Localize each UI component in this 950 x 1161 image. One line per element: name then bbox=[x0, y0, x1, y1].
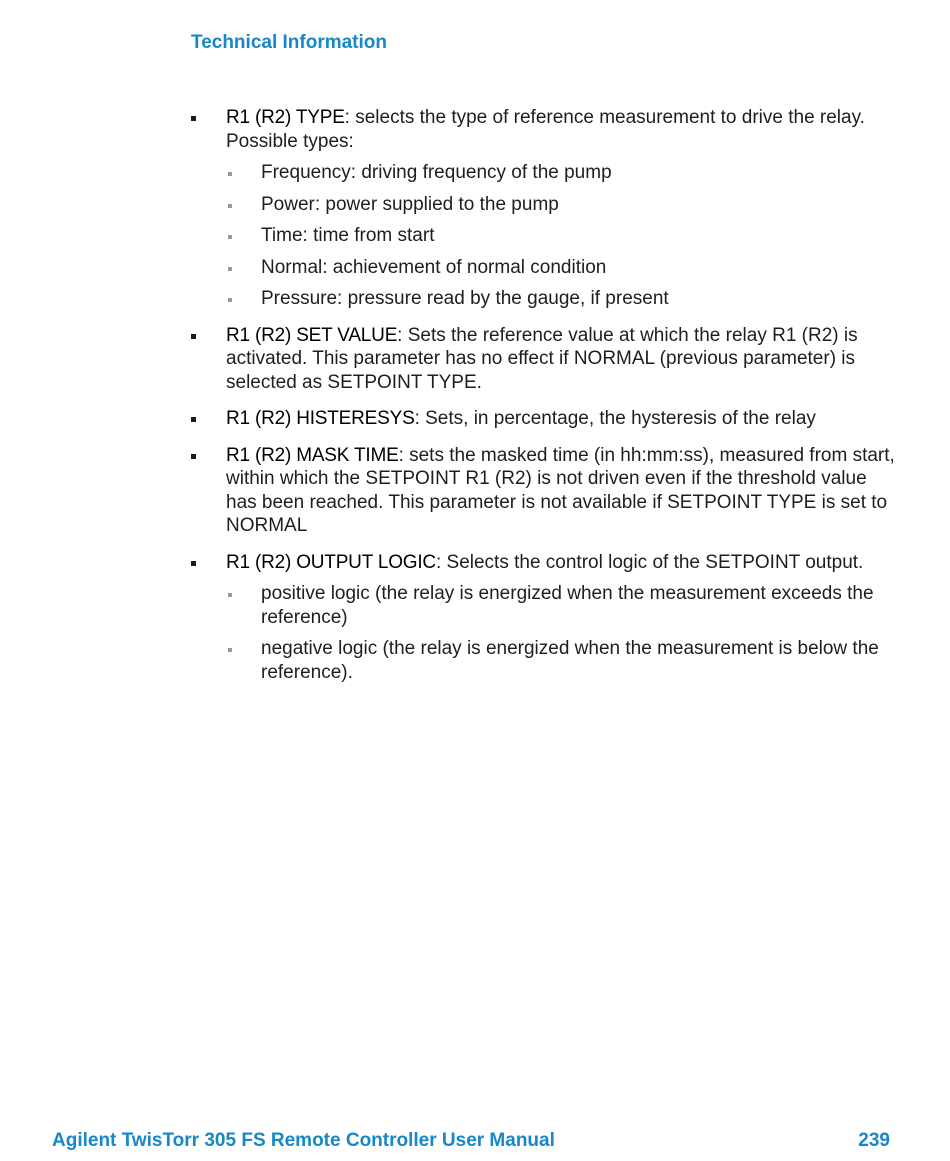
section-title: Technical Information bbox=[191, 32, 388, 53]
sub-list-item bbox=[226, 224, 902, 248]
sub-list-item bbox=[226, 637, 902, 684]
sub-list-item bbox=[226, 161, 902, 185]
item-term: R1 (R2) MASK TIME bbox=[226, 444, 399, 466]
list-item-set-value bbox=[190, 324, 902, 395]
page-number: 239 bbox=[858, 1130, 890, 1151]
sub-list bbox=[226, 161, 902, 311]
sub-item-text: positive logic (the relay is energized when the measurement exceeds the reference) bbox=[261, 583, 874, 628]
sub-list bbox=[226, 582, 902, 684]
item-description: : Sets the reference value at which the relay R1 (R2) is activated. This parameter has no effect if NORMAL (previous parameter) is selected as SETPOINT TYPE. bbox=[226, 324, 858, 393]
sub-bullet-marker bbox=[228, 593, 232, 597]
item-description: : Selects the control logic of the SETPOINT output. bbox=[435, 551, 864, 573]
item-term: R1 (R2) SET VALUE bbox=[226, 324, 398, 346]
footer-manual-title: Agilent TwisTorr 305 FS Remote Controller User Manual bbox=[52, 1130, 555, 1151]
sub-item-text: Pressure: pressure read by the gauge, if present bbox=[261, 288, 669, 309]
bullet-marker bbox=[191, 334, 196, 339]
sub-bullet-marker bbox=[228, 267, 232, 271]
list-item-histeresys bbox=[190, 407, 902, 431]
sub-bullet-marker bbox=[228, 172, 232, 176]
sub-item-text: Normal: achievement of normal condition bbox=[261, 256, 607, 278]
item-description: : selects the type of reference measurement to drive the relay. Possible types: bbox=[226, 107, 865, 152]
sub-bullet-marker bbox=[228, 235, 232, 239]
list-item-output-logic bbox=[190, 551, 902, 685]
bullet-marker bbox=[191, 454, 196, 459]
sub-bullet-marker bbox=[228, 204, 232, 208]
sub-bullet-marker bbox=[228, 648, 232, 652]
sub-list-item bbox=[226, 193, 902, 217]
item-term: R1 (R2) TYPE bbox=[226, 107, 345, 128]
item-term: R1 (R2) OUTPUT LOGIC bbox=[226, 551, 436, 573]
bullet-marker bbox=[191, 417, 196, 422]
parameter-list bbox=[190, 106, 902, 697]
sub-bullet-marker bbox=[228, 298, 232, 302]
sub-list-item bbox=[226, 582, 902, 629]
sub-item-text: negative logic (the relay is energized when the measurement is below the reference). bbox=[261, 638, 879, 683]
item-description: : sets the masked time (in hh:mm:ss), measured from start, within which the SETPOINT R1 (R2) is not driven even if the threshold value has been reached. This parameter is not available if SETPOINT TYPE is set to NORMAL bbox=[226, 444, 895, 536]
list-item-type bbox=[190, 106, 902, 311]
sub-list-item bbox=[226, 256, 902, 280]
sub-item-text: Power: power supplied to the pump bbox=[261, 193, 559, 215]
sub-item-text: Frequency: driving frequency of the pump bbox=[261, 162, 612, 183]
sub-item-text: Time: time from start bbox=[261, 225, 435, 246]
bullet-marker bbox=[191, 561, 196, 566]
sub-list-item bbox=[226, 287, 902, 311]
item-term: R1 (R2) HISTERESYS bbox=[226, 408, 415, 429]
bullet-marker bbox=[191, 116, 196, 121]
item-description: : Sets, in percentage, the hysteresis of the relay bbox=[414, 408, 816, 429]
list-item-mask-time bbox=[190, 444, 902, 538]
